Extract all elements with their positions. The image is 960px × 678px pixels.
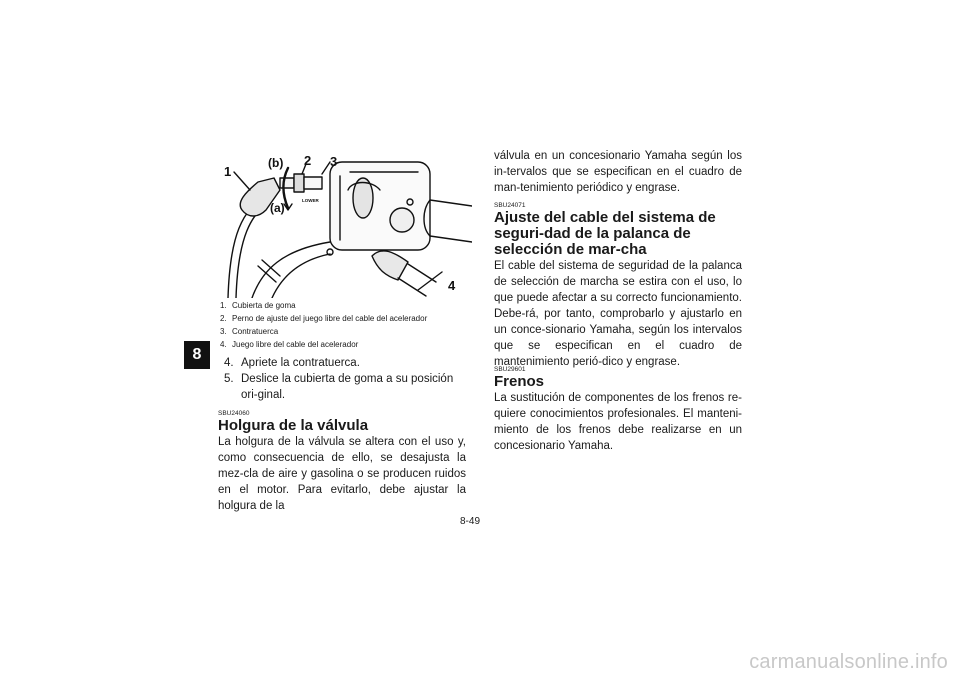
adjusting-bolt (280, 178, 294, 188)
section-title: Ajuste del cable del sistema de seguri-dad de la palanca de selección de mar-cha (494, 209, 716, 258)
section-body: La holgura de la válvula se altera con el uso y, como consecuencia de ello, se desajusta la mez-cla de aire y gasolina o se producen ruidos en el motor. Para evitarlo, debe ajustar la holgura de la (218, 436, 466, 512)
section-title: Holgura de la válvula (218, 417, 369, 434)
step-4: 4. Apriete la contratuerca. (224, 357, 360, 369)
watermark: carmanualsonline.info (749, 651, 948, 673)
callout-1: 1 (224, 164, 232, 179)
procedure-steps (224, 355, 466, 403)
throttle-lever (372, 251, 408, 280)
chapter-tab (184, 341, 210, 369)
caption-4: 4. Juego libre del cable del acelerador (220, 340, 359, 349)
section-body: La sustitución de componentes de los frenos re-quiere conocimientos profesionales. El manteni-miento de los frenos debe realizarse en un concesionario Yamaha. (494, 392, 742, 452)
section-valve-clearance (218, 410, 466, 514)
section-shift-cable (494, 202, 742, 370)
continuation-text (494, 148, 742, 196)
figure-captions (220, 299, 427, 351)
caption-2: 2. Perno de ajuste del juego libre del cable del acelerador (220, 314, 428, 323)
callout-4: 4 (448, 278, 456, 293)
section-body: El cable del sistema de seguridad de la palanca de selección de marcha se estira con el uso, lo que puede afectar a su correcto funcionamiento. Debe-rá, por tanto, comprobarlo y ajustarlo en un conce-sionario Yamaha, según los intervalos que se especifican en el cuadro de mantenimiento perió-dico y engrase. (494, 260, 742, 368)
lower-label: LOWER (302, 198, 319, 203)
section-title: Frenos (494, 373, 545, 390)
callout-3: 3 (330, 154, 338, 169)
mode-button (390, 208, 414, 232)
callout-2: 2 (304, 153, 312, 168)
throttle-housing (330, 162, 430, 250)
section-code: SBU24071 (494, 202, 526, 209)
locknut (294, 174, 304, 192)
section-code: SBU29601 (494, 366, 526, 373)
page-number: 8-49 (460, 516, 481, 527)
section-code: SBU24060 (218, 410, 250, 417)
callout-a: (a) (270, 201, 285, 215)
throttle-cable-figure (222, 150, 472, 298)
caption-1: 1. Cubierta de goma (220, 301, 296, 310)
chapter-number: 8 (192, 346, 202, 363)
continuation-body: válvula en un concesionario Yamaha según los in-tervalos que se especifican en el cuadro de man-tenimiento periódico y engrase. (494, 150, 742, 194)
callout-b: (b) (268, 156, 284, 170)
caption-3: 3. Contratuerca (220, 327, 279, 336)
section-brakes (494, 366, 742, 454)
step-5: 5. Deslice la cubierta de goma a su posición ori-ginal. (224, 373, 454, 401)
